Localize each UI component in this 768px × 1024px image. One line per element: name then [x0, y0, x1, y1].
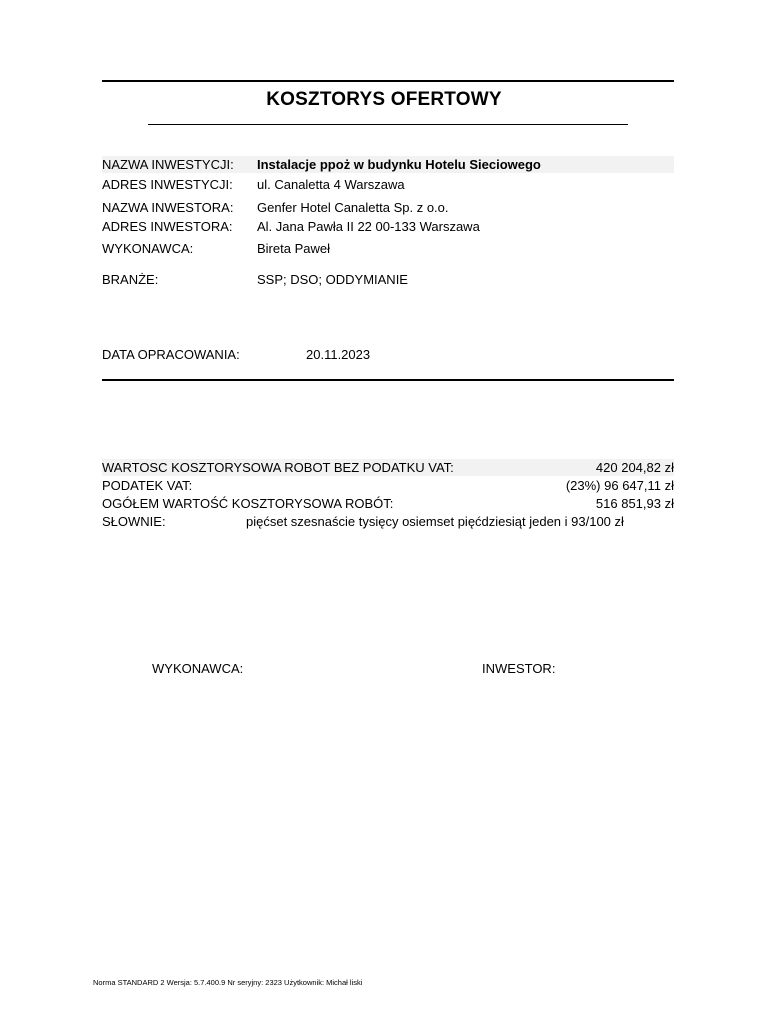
date-value: 20.11.2023	[306, 347, 371, 362]
top-divider	[102, 80, 674, 82]
contractor-label: WYKONAWCA:	[102, 241, 194, 256]
investment-name-label: NAZWA INWESTYCJI:	[102, 157, 234, 172]
investment-name-value: Instalacje ppoż w budynku Hotelu Sieciowego	[257, 157, 541, 172]
date-label: DATA OPRACOWANIA:	[102, 347, 240, 362]
investor-address-value: Al. Jana Pawła II 22 00-133 Warszawa	[257, 219, 480, 234]
net-value-label: WARTOSC KOSZTORYSOWA ROBOT BEZ PODATKU VAT:	[102, 460, 454, 475]
document-title: KOSZTORYS OFERTOWY	[266, 89, 502, 110]
investment-address-label: ADRES INWESTYCJI:	[102, 177, 233, 192]
investment-address-value: ul. Canaletta 4 Warszawa	[257, 177, 405, 192]
amount-in-words-value: pięćset szesnaście tysięcy osiemset pięćdziesiąt jeden i 93/100 zł	[246, 514, 624, 529]
vat-amount: (23%) 96 647,11 zł	[565, 478, 674, 493]
industries-label: BRANŻE:	[102, 272, 159, 287]
investor-name-label: NAZWA INWESTORA:	[102, 200, 234, 215]
industries-value: SSP; DSO; ODDYMIANIE	[257, 272, 408, 287]
signature-investor-label: INWESTOR:	[482, 661, 556, 676]
gross-value-label: OGÓŁEM WARTOŚĆ KOSZTORYSOWA ROBÓT:	[102, 496, 394, 511]
investor-address-label: ADRES INWESTORA:	[102, 219, 233, 234]
section-divider	[102, 379, 674, 381]
signature-contractor-label: WYKONAWCA:	[152, 661, 244, 676]
amount-in-words-label: SŁOWNIE:	[102, 514, 166, 529]
contractor-value: Bireta Paweł	[257, 241, 330, 256]
gross-value-amount: 516 851,93 zł	[595, 496, 674, 511]
software-footer: Norma STANDARD 2 Wersja: 5.7.400.9 Nr seryjny: 2323 Użytkownik: Michał lis​ki	[93, 978, 363, 987]
investor-name-value: Genfer Hotel Canaletta Sp. z o.o.	[257, 200, 449, 215]
vat-label: PODATEK VAT:	[102, 478, 193, 493]
title-underline	[148, 124, 628, 125]
net-value-amount: 420 204,82 zł	[595, 460, 674, 475]
